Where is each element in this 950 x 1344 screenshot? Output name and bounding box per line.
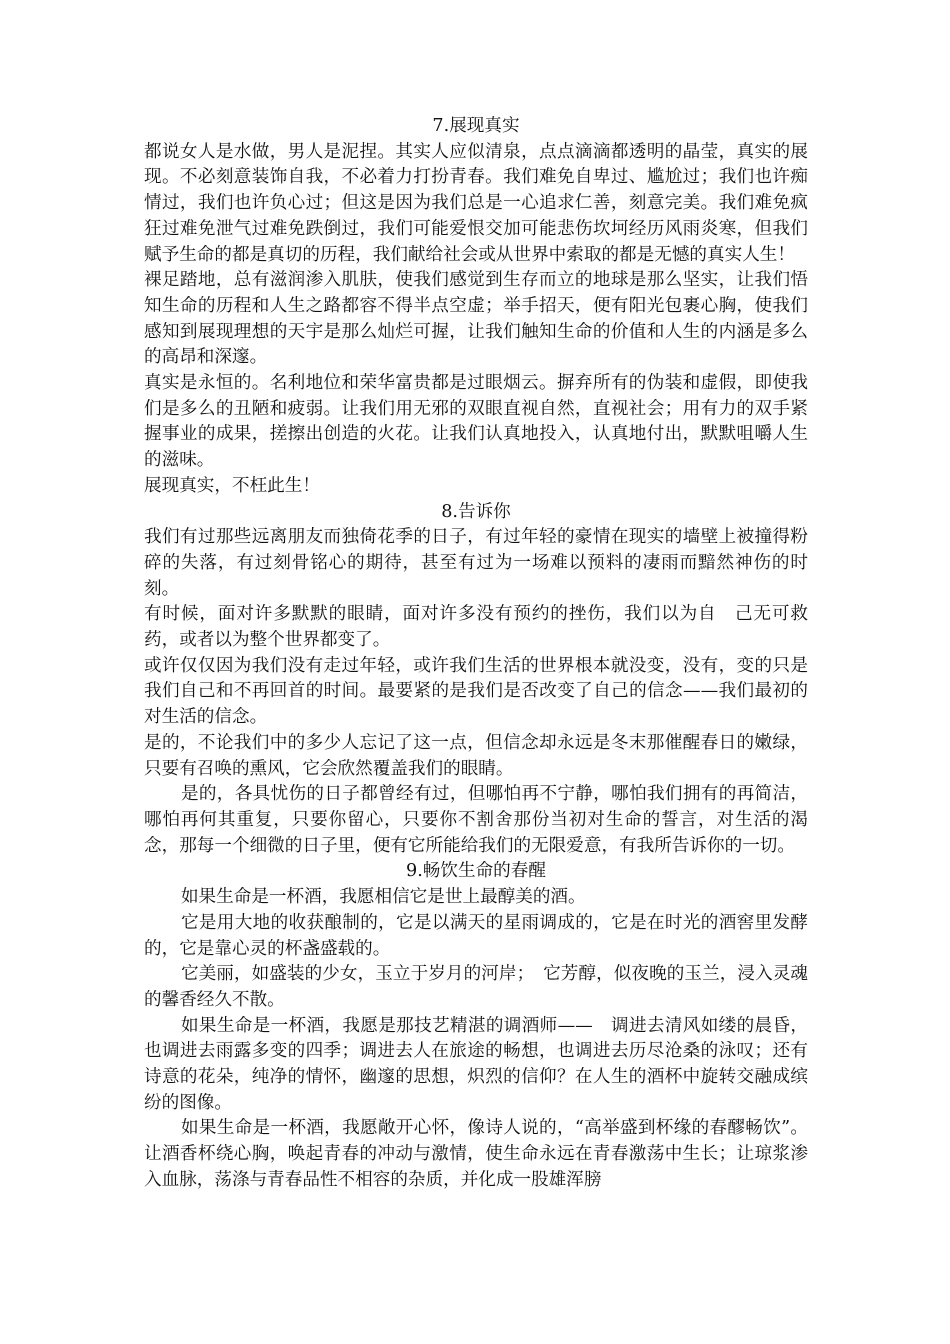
- paragraph: 裸足踏地，总有滋润渗入肌肤，使我们感觉到生存而立的地球是那么坚实，让我们悟知生命的历程和人生之路都容不得半点空虚；举手招天，便有阳光包裹心胸，使我们感知到展现理想的天宇是那么灿烂可握，让我们触知生命的价值和人生的内涵是多么的高昂和深邃。: [144, 270, 808, 368]
- paragraph: 有时候，面对许多默默的眼睛，面对许多没有预约的挫伤，我们以为自 己无可救药，或者以为整个世界都变了。: [144, 604, 808, 651]
- paragraph: 它美丽，如盛装的少女，玉立于岁月的河岸； 它芳醇，似夜晚的玉兰，浸入灵魂的馨香经久不散。: [144, 964, 808, 1010]
- paragraph: 它是用大地的收获酿制的，它是以满天的星雨调成的，它是在时光的酒窖里发酵的，它是靠心灵的杯盏盛载的。: [144, 912, 808, 959]
- section-title-9: 9.畅饮生命的春醒: [406, 861, 546, 882]
- document-page: [144, 114, 808, 1194]
- paragraph: 是的，不论我们中的多少人忘记了这一点，但信念却永远是冬末那催醒春日的嫩绿，只要有召唤的熏风，它会欣然覆盖我们的眼睛。: [144, 732, 808, 779]
- paragraph: 如果生命是一杯酒，我愿是那技艺精湛的调酒师—— 调进去清风如缕的晨昏，也调进去雨露多变的四季；调进去人在旅途的畅想，也调进去历尽沧桑的泳叹；还有诗意的花朵，纯净的情怀，幽邃的思想，炽烈的信仰？在人生的酒杯中旋转交融成缤纷的图像。: [144, 1015, 808, 1113]
- paragraph: 如果生命是一杯酒，我愿相信它是世上最醇美的酒。: [180, 887, 586, 908]
- paragraph: 如果生命是一杯酒，我愿敞开心怀，像诗人说的，“高举盛到杯缘的春醪畅饮”。让酒香杯绕心胸，唤起青春的冲动与激情，使生命永远在青春激荡中生长；让琼浆渗入血脉，荡涤与青春品性不相容的杂质，并化成一股雄浑膀: [144, 1118, 808, 1190]
- paragraph: 都说女人是水做，男人是泥捏。其实人应似清泉，点点滴滴都透明的晶莹，真实的展现。不必刻意装饰自我，不必着力打扮青春。我们难免自卑过、尴尬过；我们也许痴情过，我们也许负心过；但这是因为我们总是一心追求仁善，刻意完美。我们难免疯狂过难免泄气过难免跌倒过，我们可能爱恨交加可能悲伤坎坷经历风雨炎寒，但我们赋予生命的都是真切的历程，我们献给社会或从世界中索取的都是无憾的真实人生！: [144, 141, 808, 265]
- paragraph: 真实是永恒的。名利地位和荣华富贵都是过眼烟云。摒弃所有的伪装和虚假，即使我们是多么的丑陋和疲弱。让我们用无邪的双眼直视自然，直视社会；用有力的双手紧握事业的成果，搓擦出创造的火花。让我们认真地投入，认真地付出，默默咀嚼人生的滋味。: [144, 373, 808, 471]
- section-title-8: 8.告诉你: [441, 501, 511, 522]
- paragraph: 或许仅仅因为我们没有走过年轻，或许我们生活的世界根本就没变，没有，变的只是我们自己和不再回首的时间。最要紧的是我们是否改变了自己的信念——我们最初的对生活的信念。: [144, 655, 808, 728]
- paragraph: 我们有过那些远离朋友而独倚花季的日子，有过年轻的豪情在现实的墙壁上被撞得粉碎的失落，有过刻骨铭心的期待，甚至有过为一场难以预料的凄雨而黯然神伤的时刻。: [144, 527, 808, 599]
- paragraph: 展现真实，不枉此生！: [144, 475, 320, 496]
- section-title-7: 7.展现真实: [432, 116, 520, 136]
- paragraph: 是的，各具忧伤的日子都曾经有过，但哪怕再不宁静，哪怕我们拥有的再简洁，哪怕再何其重复，只要你留心，只要你不割舍那份当初对生命的誓言，对生活的渴念，那每一个细微的日子里，便有它所能给我们的无限爱意，有我所告诉你的一切。: [144, 784, 808, 856]
